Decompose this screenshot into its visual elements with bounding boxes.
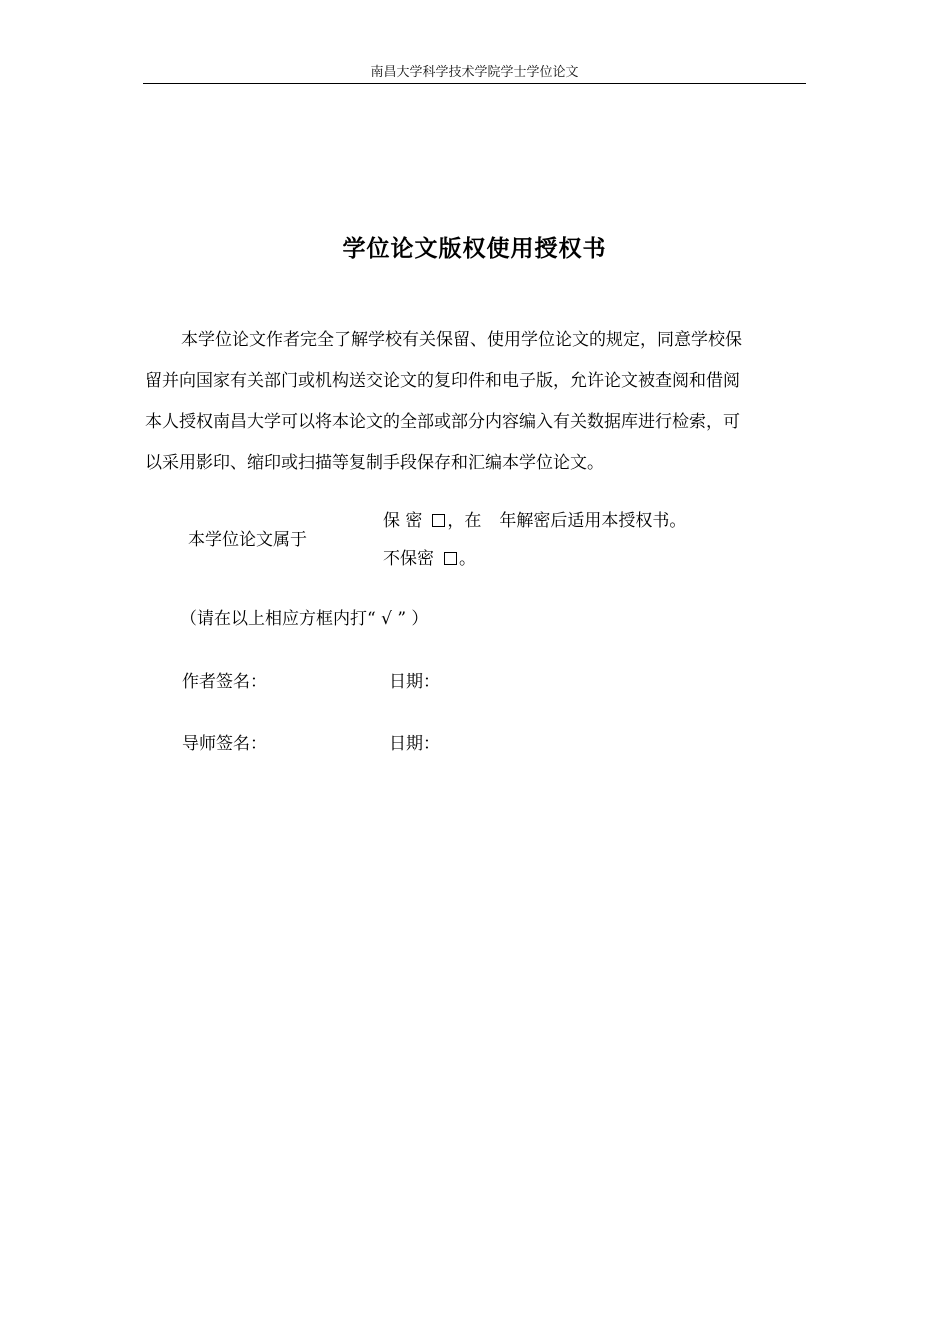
document-title: 学位论文版权使用授权书 [342, 236, 607, 262]
paragraph-line: 留并向国家有关部门或机构送交论文的复印件和电子版，允许论文被查阅和借阅 [145, 371, 740, 391]
secret-suffix-text: 年解密后适用本授权书。 [499, 511, 687, 531]
public-label: 不保密 [383, 549, 434, 569]
public-suffix-text: 。 [459, 549, 476, 569]
secret-checkbox[interactable] [432, 514, 445, 527]
authorization-paragraph [145, 320, 806, 484]
public-checkbox[interactable] [444, 552, 457, 565]
advisor-date-label: 日期： [389, 734, 440, 754]
advisor-signature-label: 导师签名： [182, 734, 267, 754]
option-secret [383, 508, 686, 534]
author-date-label: 日期： [389, 672, 440, 692]
paragraph-line: 本人授权南昌大学可以将本论文的全部或部分内容编入有关数据库进行检索，可 [145, 412, 740, 432]
checkbox-instruction: （请在以上相应方框内打“ √ ” ） [180, 609, 429, 629]
classification-label: 本学位论文属于 [188, 530, 307, 550]
secret-mid-text: ，在 [447, 511, 482, 531]
option-public [383, 546, 476, 572]
paragraph-line: 本学位论文作者完全了解学校有关保留、使用学位论文的规定，同意学校保 [181, 330, 742, 350]
secret-label: 保 密 [383, 511, 423, 531]
paragraph-line: 以采用影印、缩印或扫描等复制手段保存和汇编本学位论文。 [145, 453, 604, 473]
header-rule [143, 83, 806, 84]
running-header: 南昌大学科学技术学院学士学位论文 [370, 65, 579, 80]
author-signature-label: 作者签名： [182, 672, 267, 692]
